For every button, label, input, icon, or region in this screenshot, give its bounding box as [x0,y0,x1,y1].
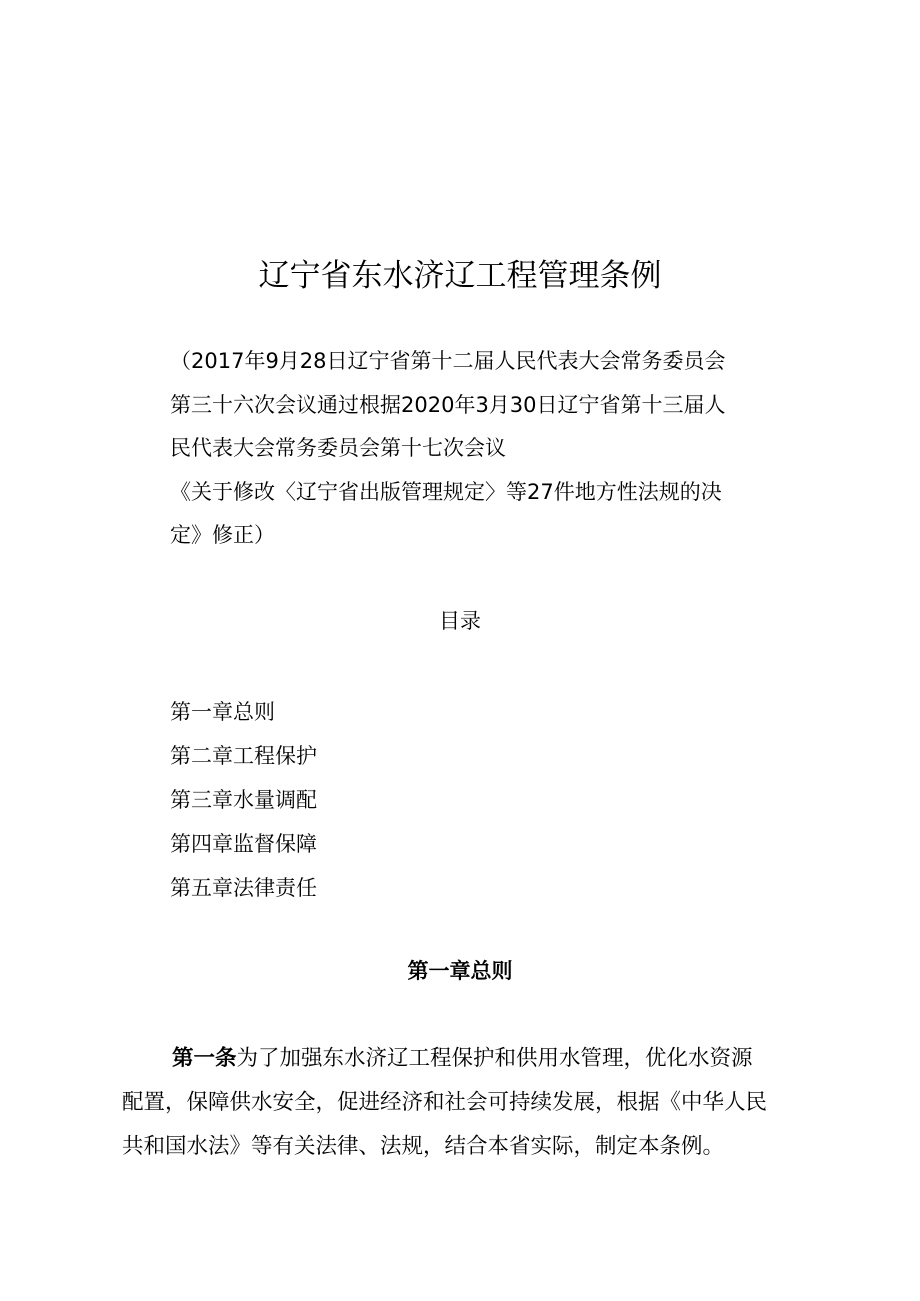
article-line: 共和国水法》等有关法律、法规，结合本省实际，制定本条例。 [122,1134,725,1159]
toc-item-chapter-3: 第三章水量调配 [170,788,317,812]
article-line [122,1037,812,1081]
note-line: 第三十六次会议通过根据2020年3月30日辽宁省第十三届人 [170,392,726,417]
toc-item-chapter-4: 第四章监督保障 [170,832,317,856]
note-line: 《关于修改〈辽宁省出版管理规定〉等27件地方性法规的决 [170,479,722,504]
enactment-note [170,340,810,558]
toc-item-chapter-2: 第二章工程保护 [170,744,317,768]
toc-item-chapter-5: 第五章法律责任 [170,876,317,900]
article-line: 配置，保障供水安全，促进经济和社会可持续发展，根据《中华人民 [122,1090,768,1115]
note-line: 定》修正） [170,523,275,547]
chapter-heading: 第一章总则 [407,959,513,983]
article-text: 为了加强东水济辽工程保护和供用水管理，优化水资源 [236,1046,753,1071]
article-label: 第一条 [172,1046,237,1071]
toc-item-chapter-1: 第一章总则 [170,700,275,724]
note-line: （2017年9月28日辽宁省第十二届人民代表大会常务委员会 [170,349,726,373]
note-line: 民代表大会常务委员会第十七次会议 [170,436,506,460]
article-1 [122,1037,812,1169]
table-of-contents [170,690,317,910]
document-title: 辽宁省东水济辽工程管理条例 [258,258,662,294]
toc-heading: 目录 [439,609,481,633]
